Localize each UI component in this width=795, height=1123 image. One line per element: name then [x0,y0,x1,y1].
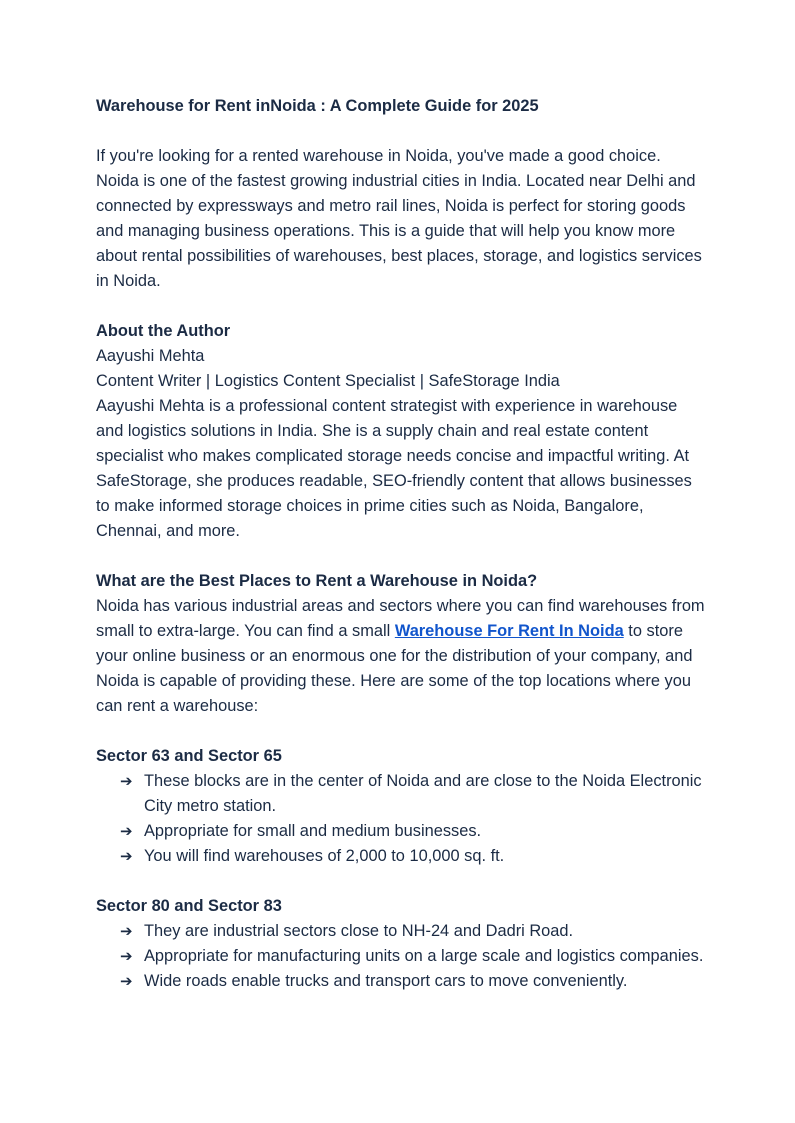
best-places-paragraph [96,594,706,719]
list-item [120,819,706,844]
arrow-right-icon: ➔ [120,822,133,840]
sector-heading: Sector 63 and Sector 65 [96,747,282,765]
list-item [120,919,706,944]
sector-heading: Sector 80 and Sector 83 [96,897,282,915]
list-item [120,969,706,994]
warehouse-for-rent-link[interactable]: Warehouse For Rent In Noida [394,622,624,640]
best-places-text-after-link: to store your online business or an enormous one for the distribution of your company, and Noida is capable of providing these. Here are some of the top locations where you can rent a warehouse: [96,622,693,715]
arrow-right-icon: ➔ [120,922,133,940]
author-section [96,319,706,544]
author-name: Aayushi Mehta [96,347,205,365]
list-item-text: Appropriate for small and medium businesses. [144,822,482,840]
list-item [120,769,706,819]
arrow-right-icon: ➔ [120,972,133,990]
sector-section-80-83 [96,894,706,994]
best-places-section [96,569,706,719]
list-item-text: They are industrial sectors close to NH-24 and Dadri Road. [144,922,574,940]
author-heading: About the Author [96,322,231,340]
arrow-right-icon: ➔ [120,947,133,965]
best-places-heading: What are the Best Places to Rent a Warehouse in Noida? [96,572,538,590]
best-places-text-before-link: Noida has various industrial areas and sectors where you can find warehouses from small to extra-large. You can find a small [96,597,705,640]
arrow-right-icon: ➔ [120,847,133,865]
sector-bullet-list [96,769,706,869]
sector-bullet-list [96,919,706,994]
author-bio: Aayushi Mehta is a professional content strategist with experience in warehouse and logistics solutions in India. She is a supply chain and real estate content specialist who makes complicated storage needs concise and impactful writing. At SafeStorage, she produces readable, SEO-friendly content that allows businesses to make informed storage choices in prime cities such as Noida, Bangalore, Chennai, and more. [96,397,692,540]
list-item-text: Appropriate for manufacturing units on a large scale and logistics companies. [144,947,704,965]
document-page [96,94,706,994]
list-item-text: Wide roads enable trucks and transport cars to move conveniently. [144,972,628,990]
list-item-text: You will find warehouses of 2,000 to 10,000 sq. ft. [144,847,505,865]
list-item-text: These blocks are in the center of Noida and are close to the Noida Electronic City metro station. [144,772,702,815]
author-role: Content Writer | Logistics Content Specialist | SafeStorage India [96,372,560,390]
sector-section-63-65 [96,744,706,869]
intro-paragraph: If you're looking for a rented warehouse in Noida, you've made a good choice. Noida is one of the fastest growing industrial cities in India. Located near Delhi and connected by expressways and metro rail lines, Noida is perfect for storing goods and managing business operations. This is a guide that will help you know more about rental possibilities of warehouses, best places, storage, and logistics services in Noida. [96,147,702,290]
arrow-right-icon: ➔ [120,772,133,790]
document-title: Warehouse for Rent inNoida : A Complete Guide for 2025 [96,97,539,115]
list-item [120,844,706,869]
list-item [120,944,706,969]
